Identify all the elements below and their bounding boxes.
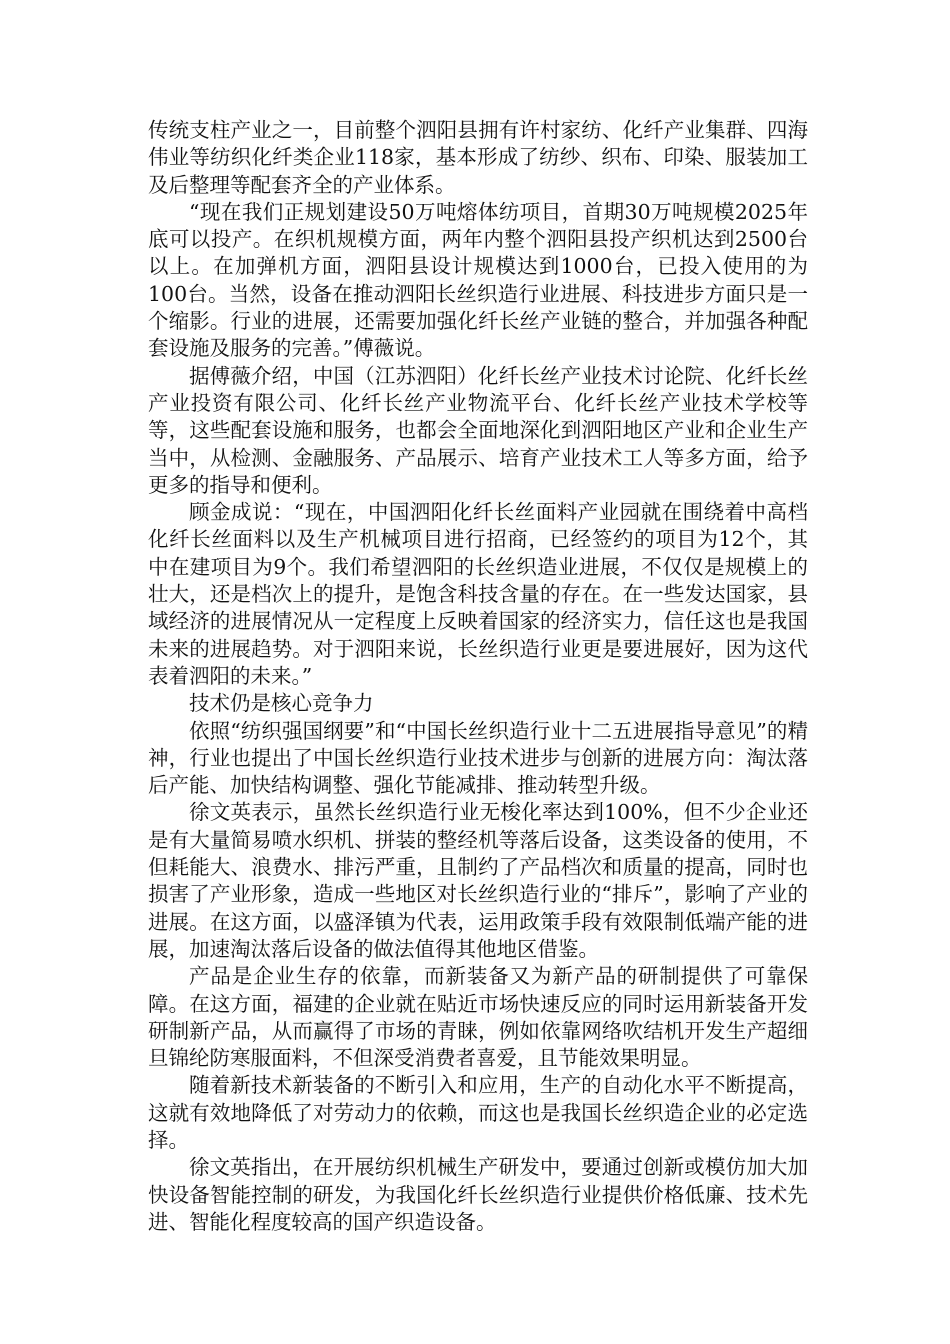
paragraph: 顾金成说：“现在，中国泗阳化纤长丝面料产业园就在围绕着中高档化纤长丝面料以及生产机械项目进行招商，已经签约的项目为12个，其中在建项目为9个。我们希望泗阳的长丝织造业进展，不仅仅是规模上的壮大，还是档次上的提升，是饱含科技含量的存在。在一些发达国家，县域经济的进展情况从一定程度上反映着国家的经济实力，信任这也是我国未来的进展趋势。对于泗阳来说，长丝织造行业更是要进展好，因为这代表着泗阳的未来。” bbox=[148, 500, 808, 688]
paragraph: 据傅薇介绍，中国（江苏泗阳）化纤长丝产业技术讨论院、化纤长丝产业投资有限公司、化纤长丝产业物流平台、化纤长丝产业技术学校等等，这些配套设施和服务，也都会全面地深化到泗阳地区产业和企业生产当中，从检测、金融服务、产品展示、培育产业技术工人等多方面，给予更多的指导和便利。 bbox=[148, 363, 808, 497]
paragraph: 产品是企业生存的依靠，而新装备又为新产品的研制提供了可靠保障。在这方面，福建的企业就在贴近市场快速反应的同时运用新装备开发研制新产品，从而赢得了市场的青睐，例如依靠网络吹结机开发生产超细旦锦纶防寒服面料，不但深受消费者喜爱，且节能效果明显。 bbox=[148, 964, 808, 1071]
paragraph: 徐文英表示，虽然长丝织造行业无梭化率达到100%，但不少企业还是有大量简易喷水织机、拼装的整经机等落后设备，这类设备的使用，不但耗能大、浪费水、排污严重，且制约了产品档次和质量的提高，同时也损害了产业形象，造成一些地区对长丝织造行业的“排斥”，影响了产业的进展。在这方面，以盛泽镇为代表，运用政策手段有效限制低端产能的进展，加速淘汰落后设备的做法值得其他地区借鉴。 bbox=[148, 800, 808, 961]
paragraph: 传统支柱产业之一，目前整个泗阳县拥有许村家纺、化纤产业集群、四海伟业等纺织化纤类企业118家，基本形成了纺纱、织布、印染、服装加工及后整理等配套齐全的产业体系。 bbox=[148, 118, 808, 197]
paragraph: “现在我们正规划建设50万吨熔体纺项目，首期30万吨规模2025年底可以投产。在织机规模方面，两年内整个泗阳县投产织机达到2500台以上。在加弹机方面，泗阳县设计规模达到1000台，已投入使用的为100台。当然，设备在推动泗阳长丝织造行业进展、科技进步方面只是一个缩影。行业的进展，还需要加强化纤长丝产业链的整合，并加强各种配套设施及服务的完善。”傅薇说。 bbox=[148, 199, 808, 361]
document-page bbox=[148, 117, 808, 1236]
paragraph: 随着新技术新装备的不断引入和应用，生产的自动化水平不断提高，这就有效地降低了对劳动力的依赖，而这也是我国长丝织造企业的必定选择。 bbox=[148, 1073, 808, 1152]
paragraph: 徐文英指出，在开展纺织机械生产研发中，要通过创新或模仿加大加快设备智能控制的研发，为我国化纤长丝织造行业提供价格低廉、技术先进、智能化程度较高的国产织造设备。 bbox=[148, 1155, 808, 1234]
section-heading: 技术仍是核心竞争力 bbox=[189, 691, 374, 716]
paragraph: 依照“纺织强国纲要”和“中国长丝织造行业十二五进展指导意见”的精神，行业也提出了中国长丝织造行业技术进步与创新的进展方向：淘汰落后产能、加快结构调整、强化节能减排、推动转型升级。 bbox=[148, 718, 808, 798]
